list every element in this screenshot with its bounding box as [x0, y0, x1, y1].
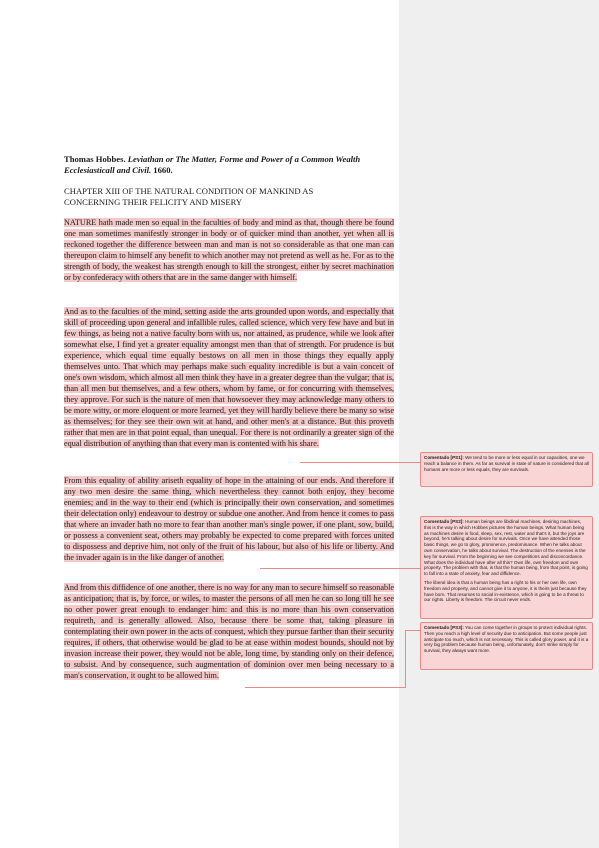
comment-connector — [260, 568, 420, 569]
comment-text: You can come together in groups to protect individual rights. Then you reach a high level of security due to anticipation. But some people just anticipate too much, which is not necessary. This is called glory power, and it is a very big problem because human being, unfortunately, don't strike simply for survival, they always want more. — [424, 625, 589, 654]
comment-connector — [405, 630, 406, 688]
document-title — [64, 154, 384, 176]
title-work: Leviathan or The Matter, Forme and Power of a Common Wealth Ecclesiasticall and Civil. — [64, 154, 361, 175]
comment-tag: Comentado [PS1]: — [424, 455, 464, 460]
comment-connector — [405, 630, 420, 631]
comment-connector — [245, 687, 405, 688]
comment-tag: Comentado [PS2]: — [424, 519, 464, 524]
comment-connector — [300, 462, 420, 463]
paragraph-1[interactable] — [64, 217, 394, 283]
comment-ps2[interactable] — [420, 516, 593, 619]
comment-text: The liberal idea is that a human being has a right to his or her own life, own freedom and property, and cannot give it to anyone, it is theirs just because they have born. That resumes to social in-existence, which is going to be a threat to our rights. Liberty is freedom. The circuit never ends. — [424, 579, 587, 603]
comment-ps3[interactable] — [420, 622, 593, 670]
highlighted-text[interactable]: From this equality of ability ariseth equality of hope in the attaining of our ends. And therefore if any two men desire the same thing, which nevertheless they cannot both enjoy, they become enemies; and in the way to their end (which is principally their own conservation, and sometimes their delectation only) endeavour to destroy or subdue one another. And from hence it comes to pass that where an invader hath no more to fear than another man's single power, if one plant, sow, build, or possess a convenient seat, others may probably be expected to come prepared with forces united to dispossess and deprive him, not only of the fruit of his labour, but also of his life or liberty. And the invader again is in the like danger of another. — [64, 476, 394, 562]
paragraph-3[interactable] — [64, 475, 394, 563]
chapter-heading: CHAPTER XIII OF THE NATURAL CONDITION OF MANKIND AS CONCERNING THEIR FELICITY AND MISERY — [64, 186, 314, 207]
comment-text: Human beings are libidinal machines, desiring machines, this is the way in which Hobbes pictures the human beings. What human being as machines desire is food, sleep, sex, rest, water and that's it, but the joys are beyond, he's talking about desire for survivals. Once we have attended those basic things, we go to glory, prominence, predominance. When he talks about own conservation, he talks about survival. The destruction of the enemies is the key for survival. From the beginning we see competitions and disconcordance. What does the individual have after all this? Own life, own freedom and own property. The problem with that, is that the human being, from that point, is going to fall into a state of anxiety, fear and diffidence. — [424, 519, 588, 577]
paragraph-4[interactable] — [64, 582, 394, 681]
comment-tag: Comentado [PS3]: — [424, 625, 464, 630]
highlighted-text[interactable]: And as to the faculties of the mind, setting aside the arts grounded upon words, and especially that skill of proceeding upon general and infallible rules, called science, which very few have and but in few things, as being not a native faculty born with us, nor attained, as prudence, while we look after somewhat else, I find yet a greater equality amongst men than that of strength. For prudence is but experience, which equal time equally bestows on all men in those things they equally apply themselves unto. That which may perhaps make such equality incredible is but a vain conceit of one's own wisdom, which almost all men think they have in a greater degree than the vulgar; that is, than all men but themselves, and a few others, whom by fame, or for concurring with themselves, they approve. For such is the nature of men that howsoever they may acknowledge many others to be more witty, or more eloquent or more learned, yet they will hardly believe there be many so wise as themselves; for they see their own wit at hand, and other men's at a distance. But this proveth rather that men are in that point equal, than unequal. For there is not ordinarily a greater sign of the equal distribution of anything than that every man is contented with his share. — [64, 307, 394, 448]
title-year: 1660. — [153, 165, 173, 175]
comment-margin-pane — [399, 0, 599, 848]
paragraph-2[interactable] — [64, 306, 394, 449]
comment-ps1[interactable] — [420, 452, 593, 487]
highlighted-text[interactable]: NATURE hath made men so equal in the faculties of body and mind as that, though there be found one man sometimes manifestly stronger in body or of quicker mind than another, yet when all is reckoned together the difference between man and man is not so considerable as that one man can thereupon claim to himself any benefit to which another may not pretend as well as he. For as to the strength of body, the weakest has strength enough to kill the strongest, either by secret machination or by confederacy with others that are in the same danger with himself. — [64, 218, 394, 282]
title-author: Thomas Hobbes. — [64, 154, 126, 164]
comment-text: We tend to be more or less equal in our capacities, one we reach a balance in them. As far as survival in state of nature is considered that all humans are more or less equals, they are survivals. — [424, 455, 589, 472]
highlighted-text[interactable]: And from this diffidence of one another, there is no way for any man to secure himself so reasonable as anticipation; that is, by force, or wiles, to master the persons of all men he can so long till he see no other power great enough to endanger him: and this is no more than his own conservation requireth, and is generally allowed. Also, because there be some that, taking pleasure in contemplating their own power in the acts of conquest, which they pursue farther than their security requires, if others, that otherwise would be glad to be at ease within modest bounds, should not by invasion increase their power, they would not be able, long time, by standing only on their defence, to subsist. And by consequence, such augmentation of dominion over men being necessary to a man's conservation, it ought to be allowed him. — [64, 583, 394, 680]
